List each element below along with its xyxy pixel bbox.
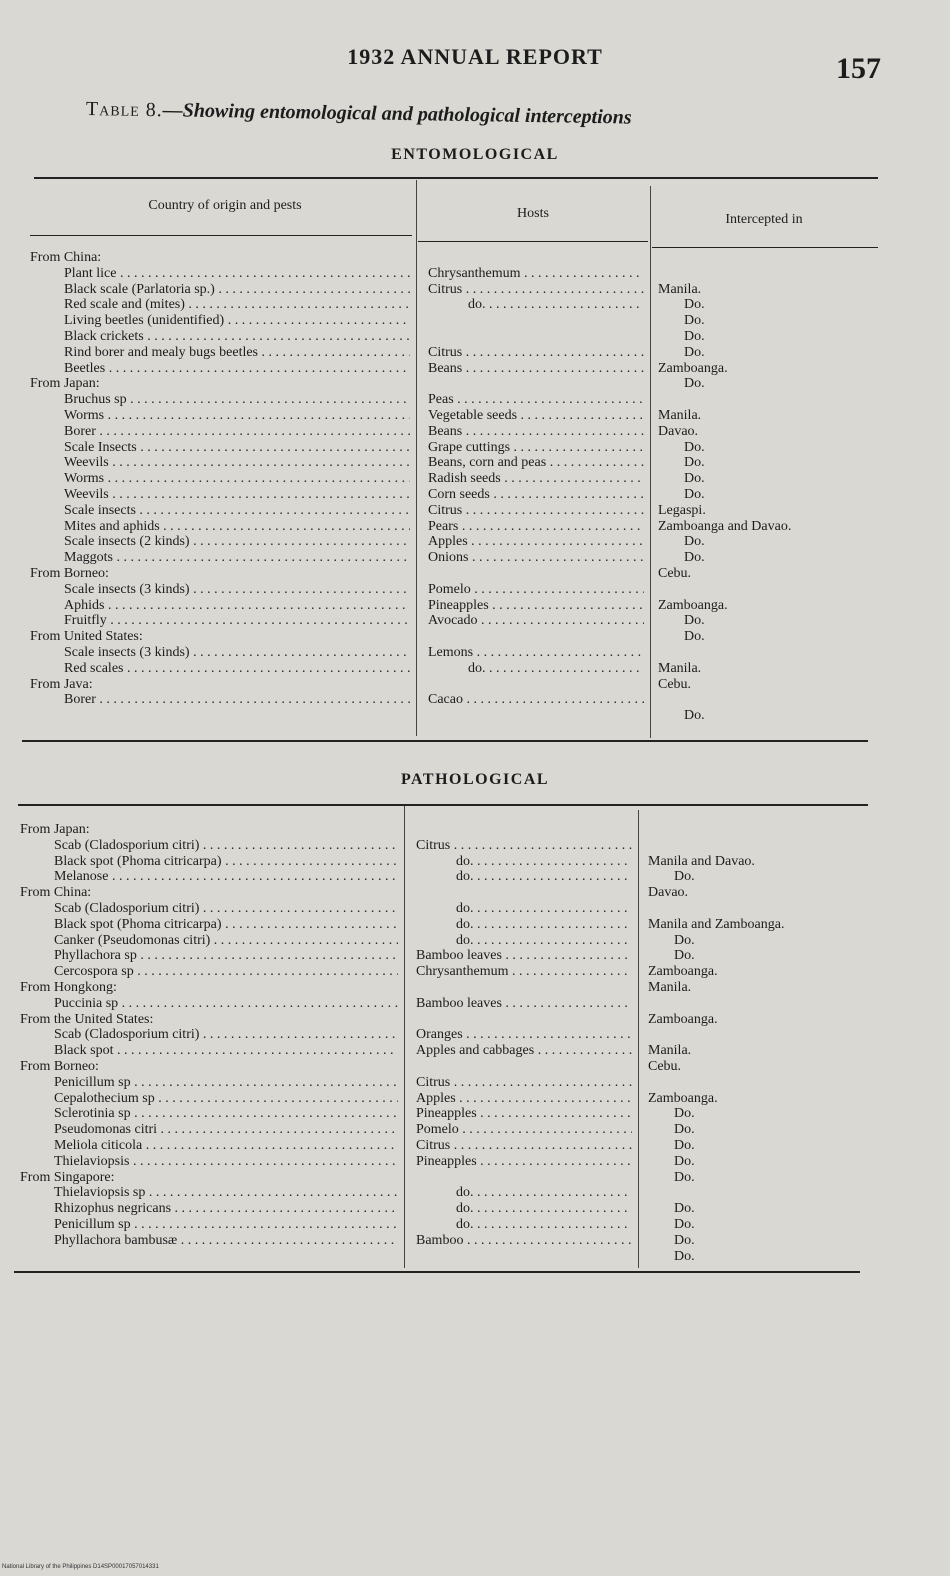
host-cell: Radish seeds . . . (428, 471, 644, 487)
country-group-label: From Java: (30, 676, 93, 692)
intercepted-cell: Do. (684, 313, 705, 329)
table-row (0, 1201, 950, 1217)
host-cell: Pineapples . . . (428, 598, 644, 614)
intercepted-cell: Do. (674, 1248, 695, 1264)
table-row (0, 424, 950, 440)
intercepted-cell: Do. (684, 708, 705, 724)
host-cell: Apples . . . (428, 534, 644, 550)
table-row (0, 503, 950, 519)
table-row (0, 455, 950, 471)
country-group-label: From Japan: (30, 376, 100, 392)
pest-cell: Scale Insects . . . (64, 440, 410, 456)
intercepted-cell: Zamboanga. (658, 597, 728, 613)
table-row (0, 629, 950, 645)
intercepted-cell: Do. (684, 471, 705, 487)
table-label: Table 8. (85, 98, 163, 122)
table-row (0, 1138, 950, 1154)
table-row (0, 266, 950, 282)
intercepted-cell: Davao. (648, 885, 689, 901)
intercepted-cell: Zamboanga. (648, 1011, 718, 1027)
intercepted-cell: Do. (684, 534, 705, 550)
table-row (0, 250, 950, 266)
pest-cell: Melanose . . . (54, 869, 398, 885)
intercepted-cell: Davao. (658, 423, 699, 439)
intercepted-cell: Do. (684, 344, 705, 360)
intercepted-cell: Do. (684, 629, 705, 645)
host-cell: Beans . . . (428, 361, 644, 377)
table-row (0, 1185, 950, 1201)
table-row (0, 345, 950, 361)
table-row (0, 1170, 950, 1186)
host-cell: Chrysanthemum . . . (416, 964, 632, 980)
table-row (0, 1075, 950, 1091)
table-row (0, 1154, 950, 1170)
column-header-origin: Country of origin and pests (148, 198, 302, 213)
intercepted-cell: Do. (674, 932, 695, 948)
pest-cell: Scale insects . . . (64, 503, 410, 519)
host-cell: do. . . . (416, 933, 632, 949)
table-caption: —Showing entomological and pathological interceptions (162, 99, 632, 129)
pest-cell: Scale insects (3 kinds) . . . (64, 645, 410, 661)
pest-cell: Penicillum sp . . . (54, 1075, 398, 1091)
host-cell: Lemons . . . (428, 645, 644, 661)
intercepted-cell: Cebu. (658, 565, 692, 581)
table-row (0, 598, 950, 614)
host-cell: Beans, corn and peas . . . (428, 455, 644, 471)
intercepted-cell: Do. (684, 439, 705, 455)
host-cell: do. . . . (416, 854, 632, 870)
country-group-label: From China: (30, 250, 102, 265)
table-row (0, 661, 950, 677)
host-cell: Apples and cabbages . . . (416, 1043, 632, 1059)
running-head: 1932 ANNUAL REPORT (347, 44, 603, 69)
intercepted-cell: Cebu. (648, 1058, 682, 1074)
host-cell: Citrus . . . (416, 1075, 632, 1091)
intercepted-cell: Do. (674, 1201, 695, 1217)
intercepted-cell: Do. (684, 550, 705, 566)
table-row (0, 297, 950, 313)
table-row (0, 1106, 950, 1122)
host-cell: do. . . . (416, 917, 632, 933)
pest-cell: Plant lice . . . (64, 266, 410, 282)
table-row (0, 964, 950, 980)
host-cell: Onions . . . (428, 550, 644, 566)
host-cell: Bamboo leaves . . . (416, 948, 632, 964)
host-cell: Pineapples . . . (416, 1106, 632, 1122)
table-row (0, 677, 950, 693)
pest-cell: Meliola citicola . . . (54, 1138, 398, 1154)
table-row (0, 933, 950, 949)
pest-cell: Black spot (Phoma citricarpa) . . . (54, 917, 398, 933)
pest-cell: Scale insects (3 kinds) . . . (64, 582, 410, 598)
intercepted-cell: Zamboanga. (648, 964, 718, 980)
host-cell: Pineapples . . . (416, 1154, 632, 1170)
intercepted-cell: Do. (674, 869, 695, 885)
intercepted-cell: Manila and Davao. (648, 853, 755, 869)
table-row (0, 1012, 950, 1028)
pest-cell: Rhizophus negricans . . . (54, 1201, 398, 1217)
pest-cell: Red scale and (mites) . . . (64, 297, 410, 313)
pest-cell: Fruitfly . . . (64, 613, 410, 629)
intercepted-cell: Zamboanga. (658, 360, 728, 376)
country-group-label: From Japan: (20, 822, 90, 837)
table-row (0, 1249, 950, 1265)
table-title (86, 98, 846, 133)
intercepted-cell: Do. (684, 486, 705, 502)
table-row (0, 1233, 950, 1249)
host-cell: Pears . . . (428, 519, 644, 535)
host-cell: Citrus . . . (428, 282, 644, 298)
pathological-rows (0, 822, 950, 1264)
host-cell: do. . . . (428, 297, 644, 313)
country-group-label: From Singapore: (20, 1169, 115, 1185)
host-cell: Citrus . . . (428, 503, 644, 519)
host-cell: Grape cuttings . . . (428, 440, 644, 456)
host-cell: Citrus . . . (416, 838, 632, 854)
host-cell: Oranges . . . (416, 1027, 632, 1043)
host-cell: Bamboo leaves . . . (416, 996, 632, 1012)
pest-cell: Weevils . . . (64, 487, 410, 503)
intercepted-cell: Manila. (658, 407, 702, 423)
intercepted-cell: Zamboanga. (648, 1090, 718, 1106)
table-row (0, 519, 950, 535)
pathological-bottom-rule (14, 1271, 860, 1273)
table-row (0, 582, 950, 598)
table-row (0, 1027, 950, 1043)
pest-cell: Black crickets . . . (64, 329, 410, 345)
page-number: 157 (836, 52, 881, 85)
header-underline-intercepted (652, 247, 878, 248)
host-cell: Corn seeds . . . (428, 487, 644, 503)
host-cell: Chrysanthemum . . . (428, 266, 644, 282)
entomological-rows (0, 250, 950, 724)
pest-cell: Phyllachora sp . . . (54, 948, 398, 964)
table-row (0, 440, 950, 456)
table-row (0, 1217, 950, 1233)
country-group-label: From Borneo: (20, 1058, 99, 1074)
table-row (0, 613, 950, 629)
pathological-top-rule (18, 804, 868, 806)
host-cell: Cacao . . . (428, 692, 644, 708)
pest-cell: Black spot . . . (54, 1043, 398, 1059)
table-row (0, 948, 950, 964)
intercepted-cell: Do. (674, 1232, 695, 1248)
pest-cell: Puccinia sp . . . (54, 996, 398, 1012)
host-cell: do. . . . (416, 1201, 632, 1217)
table-row (0, 708, 950, 724)
table-row (0, 692, 950, 708)
table-row (0, 822, 950, 838)
intercepted-cell: Manila. (648, 979, 692, 995)
table-row (0, 885, 950, 901)
pest-cell: Cercospora sp . . . (54, 964, 398, 980)
header-underline-origin (30, 235, 412, 236)
table-row (0, 376, 950, 392)
host-cell: Pomelo . . . (416, 1122, 632, 1138)
intercepted-cell: Manila. (648, 1043, 692, 1059)
pest-cell: Aphids . . . (64, 598, 410, 614)
entomological-section-title: ENTOMOLOGICAL (391, 146, 559, 163)
entomological-bottom-rule (22, 740, 868, 742)
table-row (0, 282, 950, 298)
pest-cell: Penicillum sp . . . (54, 1217, 398, 1233)
table-row (0, 854, 950, 870)
host-cell: Bamboo . . . (416, 1233, 632, 1249)
intercepted-cell: Do. (674, 1122, 695, 1138)
pest-cell: Scab (Cladosporium citri) . . . (54, 1027, 398, 1043)
table-row (0, 1122, 950, 1138)
pest-cell: Cepalothecium sp . . . (54, 1091, 398, 1107)
intercepted-cell: Do. (674, 1153, 695, 1169)
intercepted-cell: Do. (674, 1137, 695, 1153)
host-cell: do. . . . (416, 901, 632, 917)
table-row (0, 869, 950, 885)
pest-cell: Worms . . . (64, 408, 410, 424)
table-row (0, 408, 950, 424)
country-group-label: From Hongkong: (20, 979, 117, 995)
pest-cell: Thielaviopsis sp . . . (54, 1185, 398, 1201)
table-row (0, 329, 950, 345)
column-header-intercepted: Intercepted in (725, 212, 803, 227)
pest-cell: Borer . . . (64, 692, 410, 708)
table-row (0, 980, 950, 996)
table-row (0, 1043, 950, 1059)
intercepted-cell: Do. (674, 948, 695, 964)
pest-cell: Black scale (Parlatoria sp.) . . . (64, 282, 410, 298)
table-row (0, 487, 950, 503)
table-row (0, 1091, 950, 1107)
host-cell: Avocado . . . (428, 613, 644, 629)
pest-cell: Canker (Pseudomonas citri) . . . (54, 933, 398, 949)
table-row (0, 550, 950, 566)
pest-cell: Worms . . . (64, 471, 410, 487)
country-group-label: From Borneo: (30, 565, 109, 581)
pest-cell: Rind borer and mealy bugs beetles . . . (64, 345, 410, 361)
table-row (0, 566, 950, 582)
country-group-label: From United States: (30, 629, 143, 645)
host-cell: do. . . . (416, 1185, 632, 1201)
intercepted-cell: Zamboanga and Davao. (658, 518, 792, 534)
pest-cell: Phyllachora bambusæ . . . (54, 1233, 398, 1249)
host-cell: do. . . . (428, 661, 644, 677)
pest-cell: Scab (Cladosporium citri) . . . (54, 901, 398, 917)
table-row (0, 901, 950, 917)
pest-cell: Scab (Cladosporium citri) . . . (54, 838, 398, 854)
intercepted-cell: Do. (684, 297, 705, 313)
pest-cell: Thielaviopsis . . . (54, 1154, 398, 1170)
entomological-top-rule (34, 177, 878, 179)
table-row (0, 392, 950, 408)
intercepted-cell: Do. (684, 455, 705, 471)
host-cell: do. . . . (416, 1217, 632, 1233)
intercepted-cell: Manila. (658, 660, 702, 676)
pest-cell: Borer . . . (64, 424, 410, 440)
table-row (0, 534, 950, 550)
table-row (0, 313, 950, 329)
pest-cell: Maggots . . . (64, 550, 410, 566)
host-cell: do. . . . (416, 869, 632, 885)
table-row (0, 471, 950, 487)
host-cell: Peas . . . (428, 392, 644, 408)
pest-cell: Pseudomonas citri . . . (54, 1122, 398, 1138)
intercepted-cell: Cebu. (658, 676, 692, 692)
pest-cell: Weevils . . . (64, 455, 410, 471)
pest-cell: Sclerotinia sp . . . (54, 1106, 398, 1122)
host-cell: Beans . . . (428, 424, 644, 440)
table-row (0, 838, 950, 854)
host-cell: Apples . . . (416, 1091, 632, 1107)
pest-cell: Beetles . . . (64, 361, 410, 377)
host-cell: Pomelo . . . (428, 582, 644, 598)
pest-cell: Scale insects (2 kinds) . . . (64, 534, 410, 550)
table-row (0, 1059, 950, 1075)
intercepted-cell: Do. (674, 1169, 695, 1185)
intercepted-cell: Manila and Zamboanga. (648, 916, 785, 932)
pathological-section-title: PATHOLOGICAL (400, 771, 550, 788)
intercepted-cell: Do. (684, 376, 705, 392)
country-group-label: From the United States: (20, 1011, 154, 1027)
table-row (0, 996, 950, 1012)
host-cell: Vegetable seeds . . . (428, 408, 644, 424)
pest-cell: Black spot (Phoma citricarpa) . . . (54, 854, 398, 870)
intercepted-cell: Do. (684, 328, 705, 344)
table-row (0, 917, 950, 933)
intercepted-cell: Do. (674, 1216, 695, 1232)
pest-cell: Mites and aphids . . . (64, 519, 410, 535)
host-cell: Citrus . . . (428, 345, 644, 361)
table-row (0, 645, 950, 661)
pest-cell: Living beetles (unidentified) . . . (64, 313, 410, 329)
intercepted-cell: Do. (674, 1106, 695, 1122)
pest-cell: Bruchus sp . . . (64, 392, 410, 408)
intercepted-cell: Manila. (658, 281, 702, 297)
column-header-hosts: Hosts (517, 206, 549, 221)
header-underline-hosts (418, 241, 648, 242)
table-row (0, 361, 950, 377)
scan-credit: National Library of the Philippines D14SP00017057014331 (2, 1564, 159, 1570)
intercepted-cell: Legaspi. (658, 502, 706, 518)
pest-cell: Red scales . . . (64, 661, 410, 677)
intercepted-cell: Do. (684, 613, 705, 629)
country-group-label: From China: (20, 885, 92, 901)
host-cell: Citrus . . . (416, 1138, 632, 1154)
